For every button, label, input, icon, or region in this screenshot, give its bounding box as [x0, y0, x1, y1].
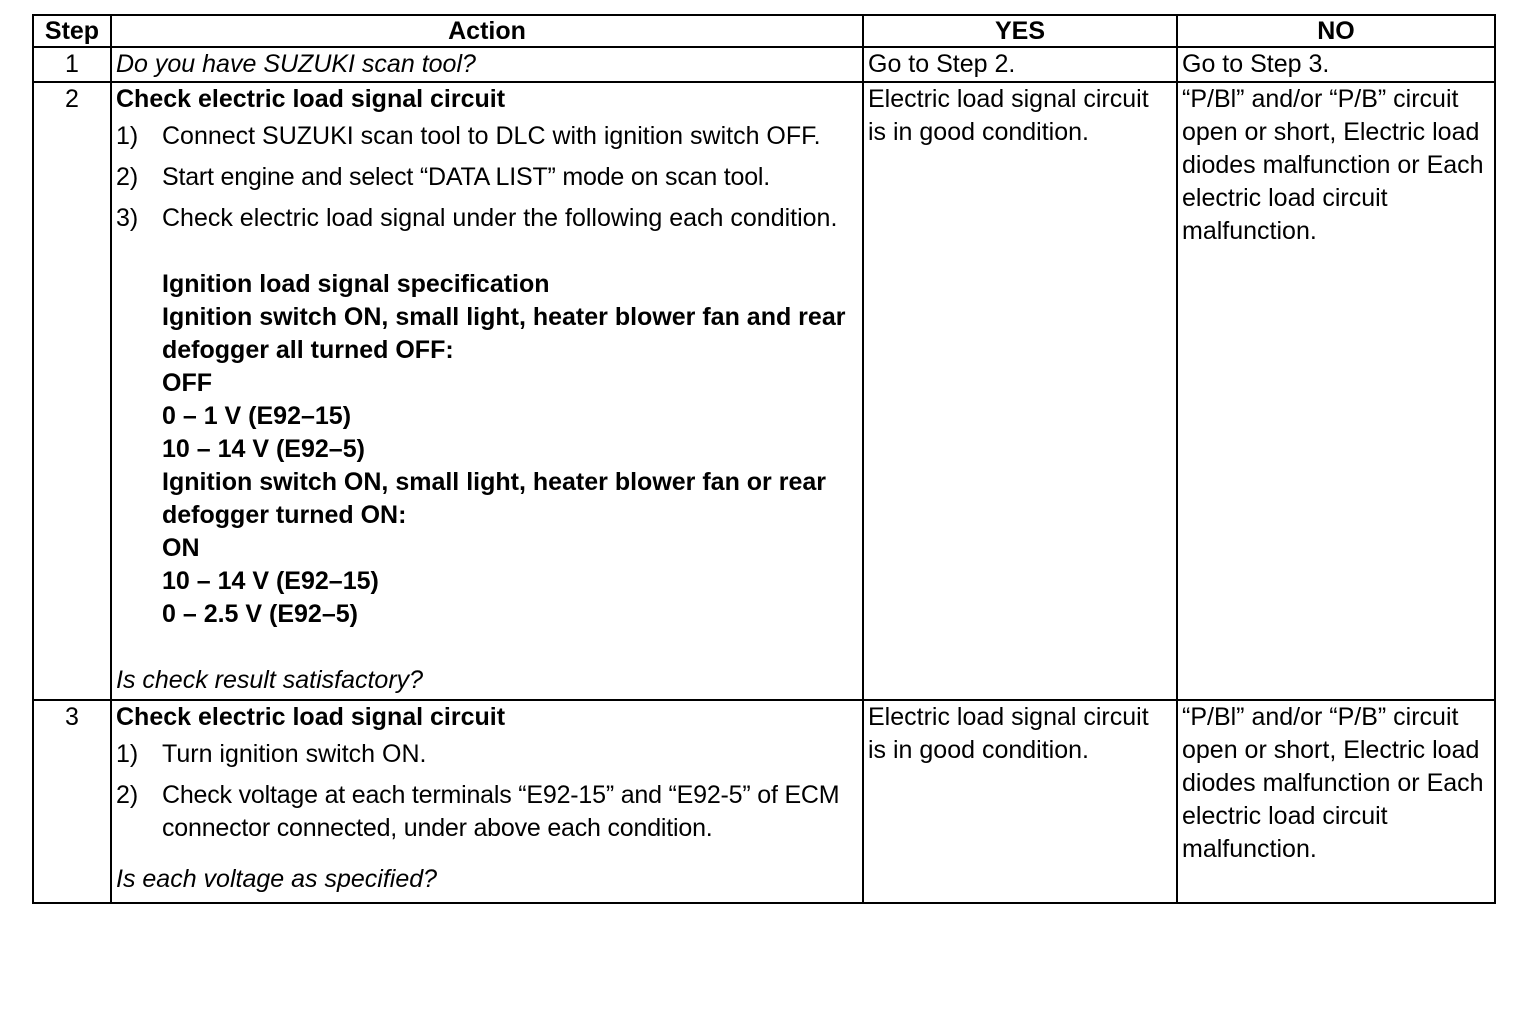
step-number: 1 — [33, 47, 111, 82]
no-cell: “P/Bl” and/or “P/B” circuit open or short, Electric load diodes malfunction or Each electric load circuit malfunction. — [1177, 82, 1495, 700]
header-no: NO — [1177, 15, 1495, 47]
item-text: Connect SUZUKI scan tool to DLC with ignition switch OFF. — [162, 122, 821, 150]
specification-block — [162, 268, 858, 631]
item-text: Start engine and select “DATA LIST” mode on scan tool. — [162, 163, 771, 191]
header-row — [33, 15, 1495, 47]
step-number: 2 — [33, 82, 111, 700]
question-text: Do you have SUZUKI scan tool? — [116, 50, 476, 78]
item-text: Check electric load signal under the following each condition. — [162, 204, 838, 232]
list-item — [116, 161, 858, 194]
action-cell — [111, 47, 863, 82]
spec-line: Ignition load signal specification — [162, 270, 550, 298]
spec-line: OFF — [162, 369, 212, 397]
table-row — [33, 82, 1495, 700]
action-cell — [111, 700, 863, 903]
item-number: 2) — [116, 163, 139, 191]
yes-cell: Electric load signal circuit is in good condition. — [863, 82, 1177, 700]
item-number: 2) — [116, 781, 139, 809]
spec-line: 10 – 14 V (E92–15) — [162, 567, 379, 595]
list-item — [116, 738, 858, 771]
table-row — [33, 47, 1495, 82]
action-title: Check electric load signal circuit — [116, 85, 506, 113]
spec-line: 10 – 14 V (E92–5) — [162, 435, 365, 463]
spec-line: Ignition switch ON, small light, heater blower fan or rear defogger turned ON: — [162, 468, 827, 529]
procedure-list — [116, 120, 858, 235]
action-title: Check electric load signal circuit — [116, 703, 506, 731]
item-text: Check voltage at each terminals “E92-15” and “E92-5” of ECM connector connected, under above each condition. — [162, 781, 840, 842]
question-text: Is check result satisfactory? — [116, 666, 424, 694]
header-action: Action — [111, 15, 863, 47]
header-yes: YES — [863, 15, 1177, 47]
list-item — [116, 202, 858, 235]
yes-cell: Electric load signal circuit is in good condition. — [863, 700, 1177, 903]
item-text: Turn ignition switch ON. — [162, 740, 427, 768]
no-cell: “P/Bl” and/or “P/B” circuit open or short, Electric load diodes malfunction or Each electric load circuit malfunction. — [1177, 700, 1495, 903]
yes-cell: Go to Step 2. — [863, 47, 1177, 82]
table-row — [33, 700, 1495, 903]
spec-line: 0 – 2.5 V (E92–5) — [162, 600, 358, 628]
header-step: Step — [33, 15, 111, 47]
spec-line: Ignition switch ON, small light, heater blower fan and rear defogger all turned OFF: — [162, 303, 846, 364]
procedure-list — [116, 738, 858, 845]
item-number: 1) — [116, 740, 139, 768]
list-item — [116, 120, 858, 153]
no-cell: Go to Step 3. — [1177, 47, 1495, 82]
item-number: 3) — [116, 204, 139, 232]
step-number: 3 — [33, 700, 111, 903]
action-cell — [111, 82, 863, 700]
diagnostic-table — [32, 14, 1496, 904]
spec-line: ON — [162, 534, 200, 562]
spec-line: 0 – 1 V (E92–15) — [162, 402, 352, 430]
item-number: 1) — [116, 122, 139, 150]
list-item — [116, 779, 858, 845]
question-text: Is each voltage as specified? — [116, 865, 438, 893]
